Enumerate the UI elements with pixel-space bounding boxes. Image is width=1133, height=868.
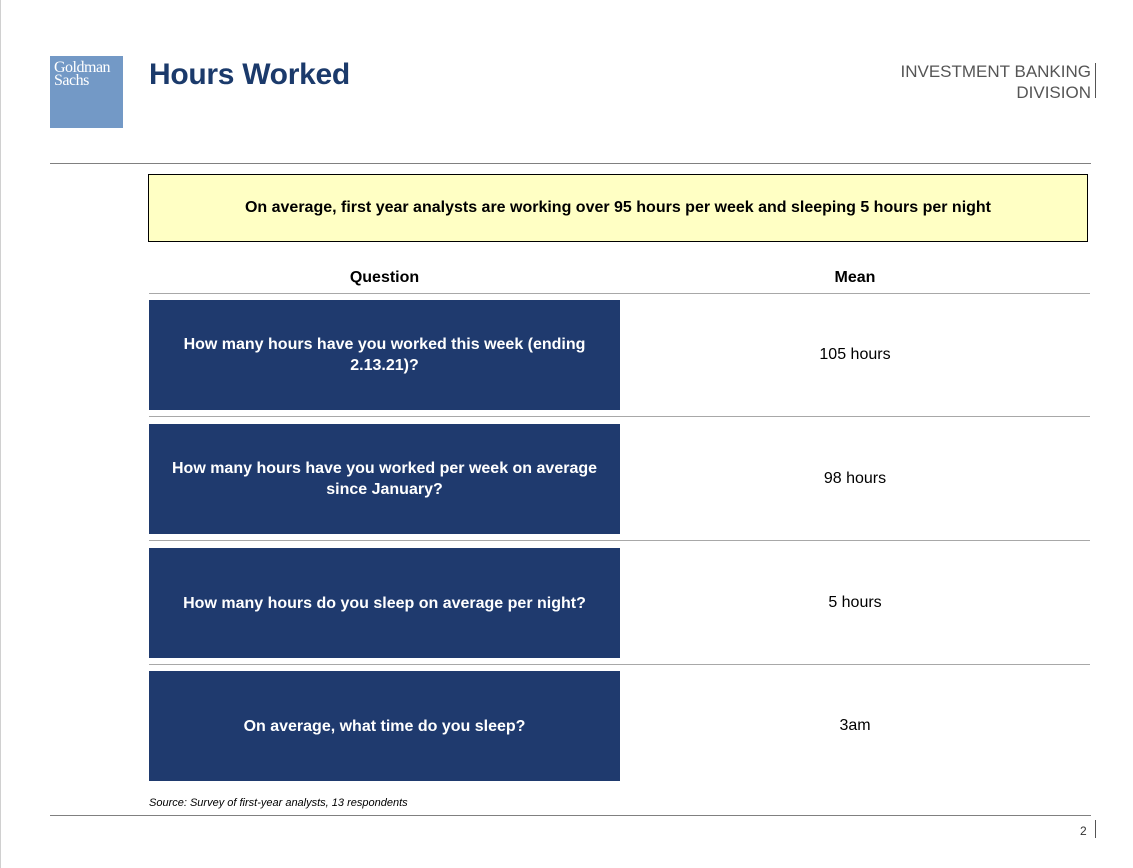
source-note: Source: Survey of first-year analysts, 13 respondents [149,797,408,809]
goldman-sachs-logo [50,56,123,128]
logo-line-1: Goldman [54,59,111,76]
mean-cell: 105 hours [819,346,891,363]
question-cell: On average, what time do you sleep? [149,671,620,781]
row-divider [149,664,1090,665]
header-rule [50,163,1091,164]
key-finding-callout: On average, first year analysts are working over 95 hours per week and sleeping 5 hours per night [148,174,1088,242]
question-cell: How many hours have you worked this week (ending 2.13.21)? [149,300,620,410]
question-cell: How many hours have you worked per week on average since January? [149,424,620,534]
header-row-rule [149,293,1090,294]
column-header-mean: Mean [834,269,876,286]
division-divider [1095,63,1096,98]
page-number-divider [1095,820,1096,838]
division-label [901,61,1092,103]
mean-cell: 98 hours [823,470,887,487]
page-number: 2 [1080,824,1087,838]
division-line-1: INVESTMENT BANKING [900,62,1091,81]
mean-cell: 5 hours [828,594,882,611]
division-line-2: DIVISION [1016,83,1091,102]
question-cell: How many hours do you sleep on average per night? [149,548,620,658]
page-title: Hours Worked [149,58,350,91]
footer-rule [50,815,1091,816]
row-divider [149,540,1090,541]
column-header-question: Question [349,269,420,286]
page-edge [0,0,1,868]
logo-line-2: Sachs [54,72,89,89]
mean-cell: 3am [839,717,871,734]
row-divider [149,416,1090,417]
